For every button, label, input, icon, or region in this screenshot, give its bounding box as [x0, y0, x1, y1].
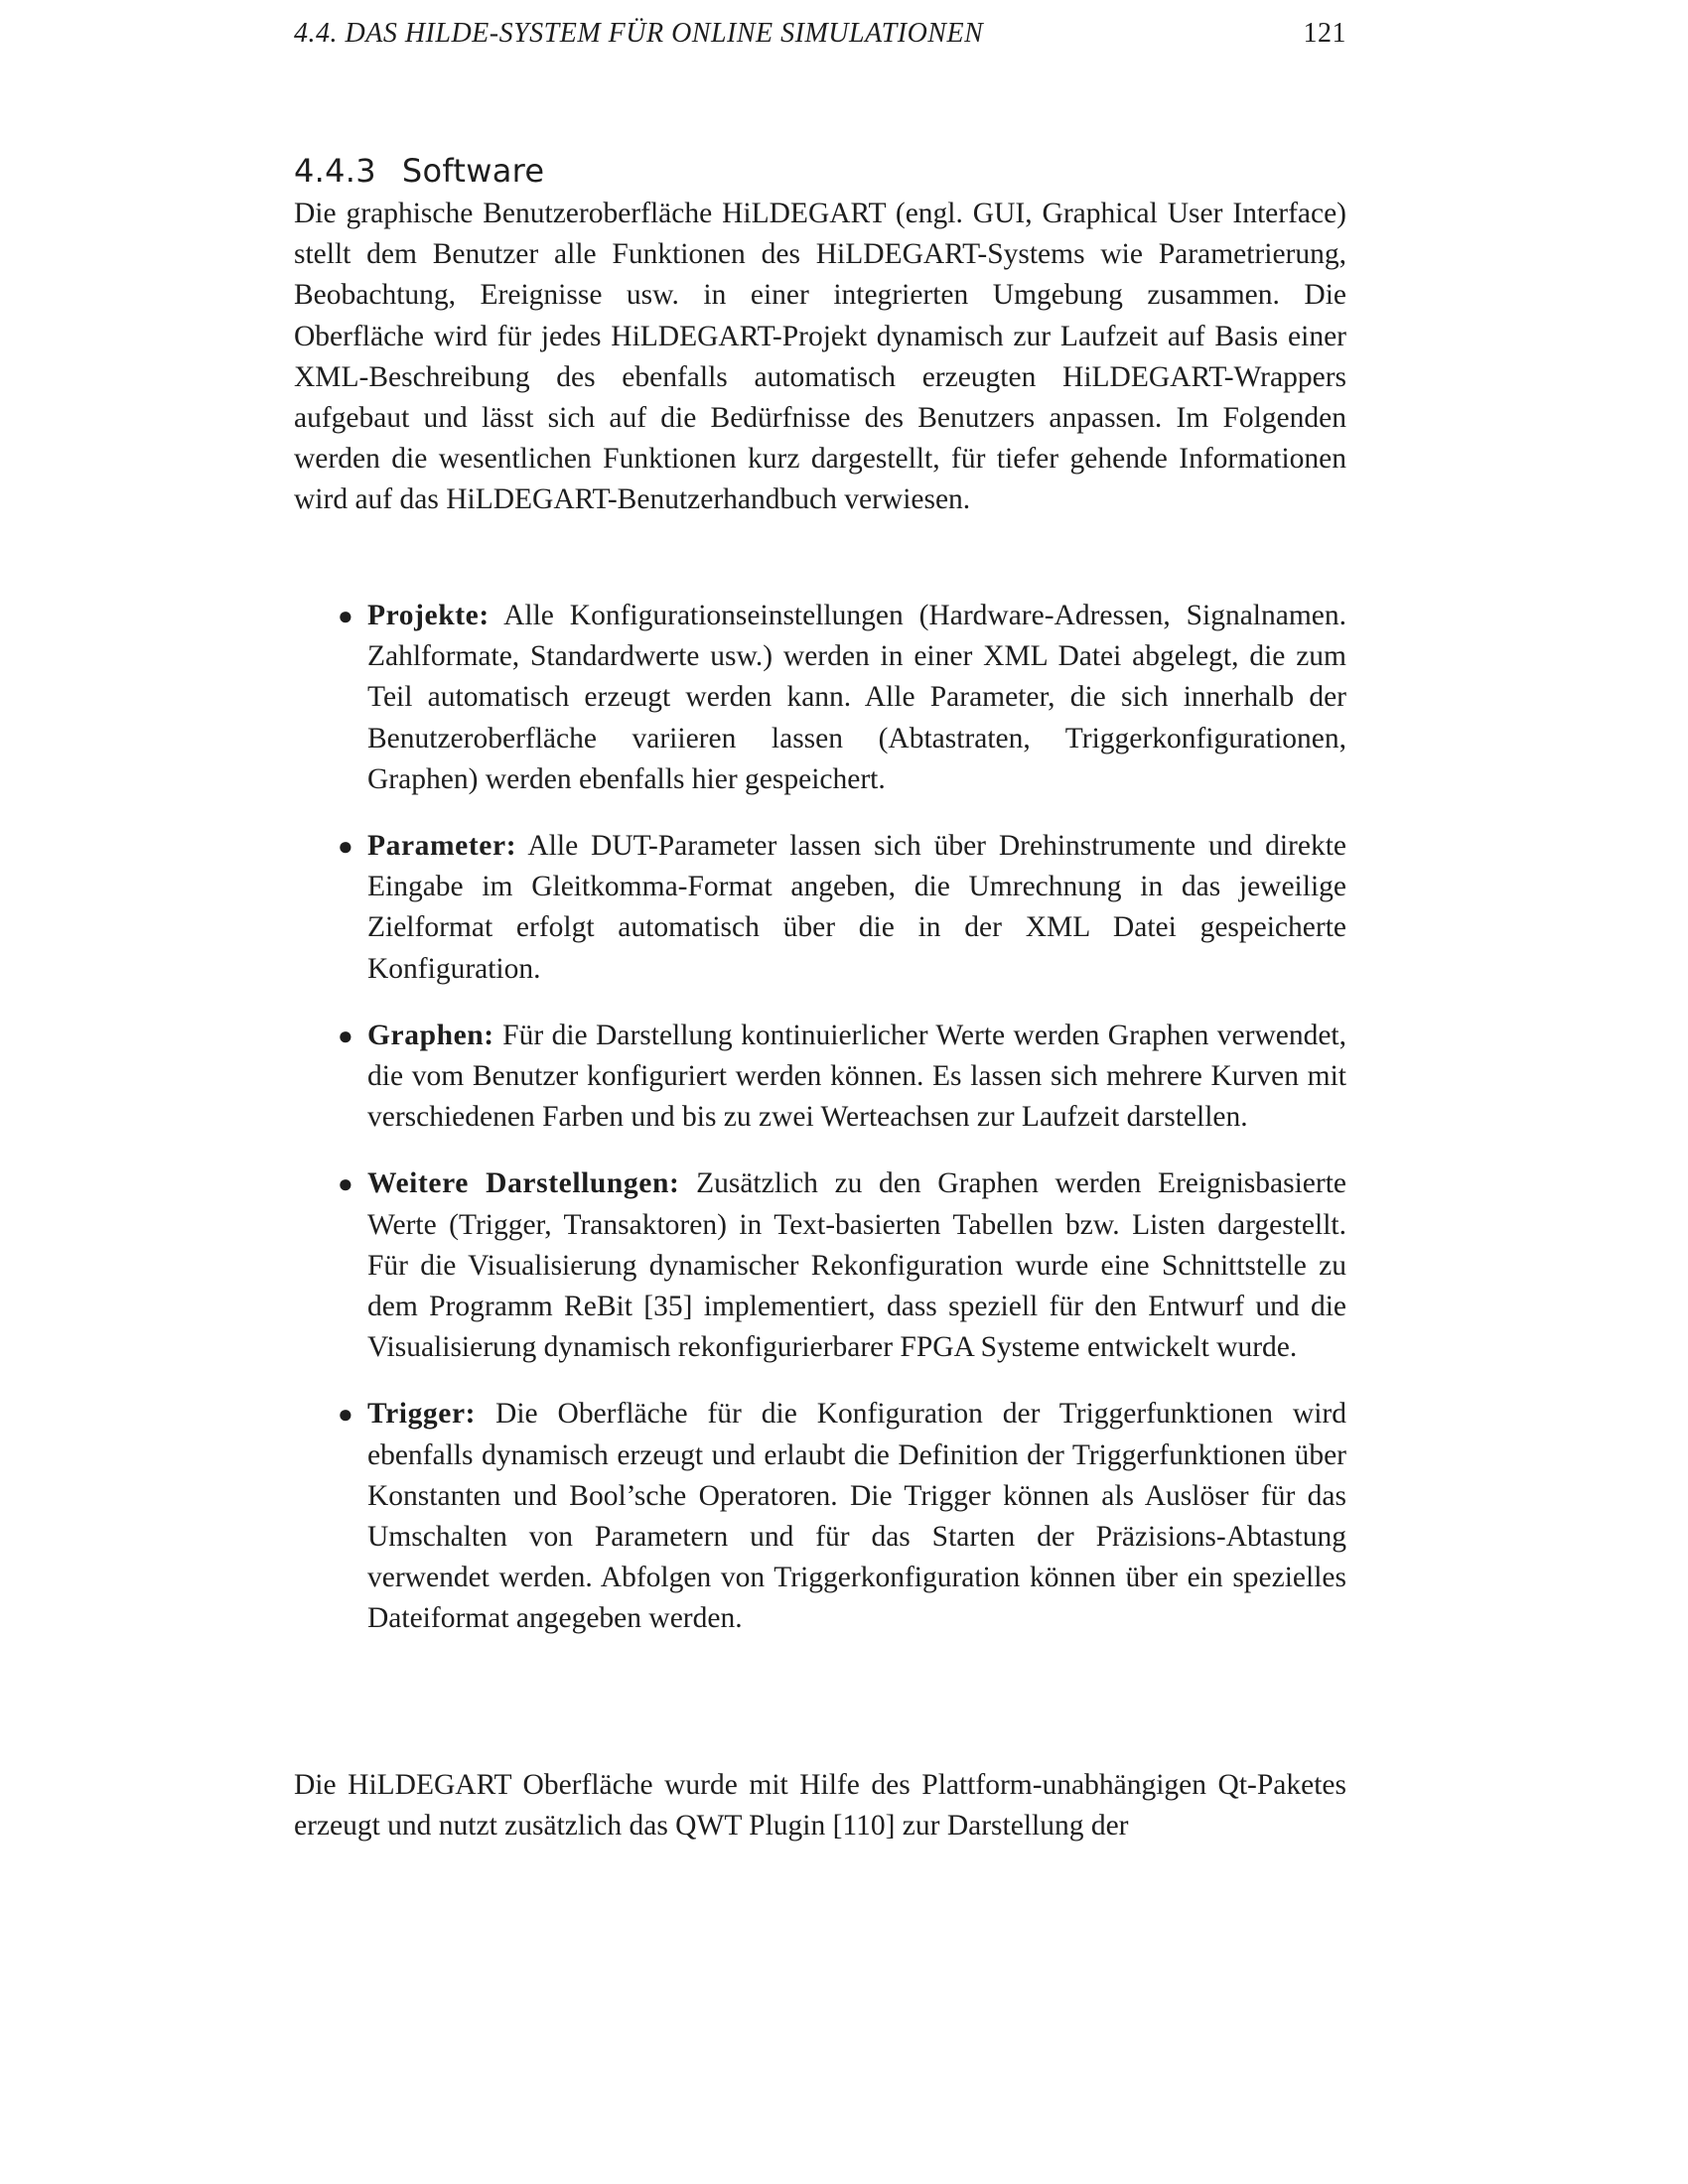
bullet-icon: ● [338, 1169, 353, 1199]
list-item-term: Graphen: [367, 1019, 494, 1051]
list-item-text: Zusätzlich zu den Graphen werden Ereignisbasierte Werte (Trigger, Transaktoren) in Text-basierten Tabellen bzw. Listen dargestellt. Für die Visualisierung dynamischer Rekonfiguration wurde eine Schnittstelle zu dem Programm ReBit [35] implementiert, dass speziell für den Entwurf und die Visualisierung dynamisch rekonfigurierbarer FPGA Systeme entwickelt wurde. [367, 1167, 1346, 1364]
list-item-term: Projekte: [367, 600, 490, 631]
list-item-term: Parameter: [367, 830, 517, 863]
list-item-text: Für die Darstellung kontinuierlicher Werte werden Graphen verwendet, die vom Benutzer konfiguriert werden können. Es lassen sich mehrere Kurven mit verschiedenen Farben und bis zu zwei Werteachsen zur Laufzeit darstellen. [367, 1019, 1347, 1134]
bullet-icon: ● [338, 1400, 353, 1430]
list-item-trigger [294, 1394, 1346, 1639]
running-head-title: 4.4. DAS HILDE-SYSTEM FÜR ONLINE SIMULATIONEN [294, 18, 984, 49]
feature-list [294, 596, 1346, 1666]
page-number: 121 [1303, 18, 1346, 49]
list-item-graphen [294, 1016, 1346, 1139]
list-item-term: Weitere Darstellungen: [367, 1167, 680, 1200]
bullet-icon: ● [338, 1021, 353, 1050]
bullet-icon: ● [338, 602, 353, 630]
section-title: Software [401, 151, 545, 190]
list-item-weitere-darstellungen [294, 1163, 1346, 1368]
intro-paragraph: Die graphische Benutzeroberfläche HiLDEGART (engl. GUI, Graphical User Interface) stellt dem Benutzer alle Funktionen des HiLDEGART-Systems wie Parametrierung, Beobachtung, Ereignisse usw. in einer integrierten Umgebung zusammen. Die Oberfläche wird für jedes HiLDEGART-Projekt dynamisch zur Laufzeit auf Basis einer XML-Beschreibung des ebenfalls automatisch erzeugten HiLDEGART-Wrappers aufgebaut und lässt sich auf die Bedürfnisse des Benutzers anpassen. Im Folgenden werden die wesentlichen Funktionen kurz dargestellt, für tiefer gehende Informationen wird auf das HiLDEGART-Benutzerhandbuch verwiesen. [294, 198, 1346, 516]
outro-paragraph: Die HiLDEGART Oberfläche wurde mit Hilfe des Plattform-unabhängigen Qt-Paketes erzeugt und nutzt zusätzlich das QWT Plugin [110] zur Darstellung der [294, 1769, 1346, 1843]
list-item-text: Die Oberfläche für die Konfiguration der Triggerfunktionen wird ebenfalls dynamisch erzeugt und erlaubt die Definition der Triggerfunktionen über Konstanten und Bool’sche Operatoren. Die Trigger können als Auslöser für das Umschalten von Parametern und für das Starten der Präzisions-Abtastung verwendet werden. Abfolgen von Triggerkonfiguration können über ein spezielles Dateiformat angegeben werden. [367, 1398, 1347, 1635]
list-item-text: Alle DUT-Parameter lassen sich über Drehinstrumente und direkte Eingabe im Gleitkomma-Format angeben, die Umrechnung in das jeweilige Zielformat erfolgt automatisch über die in der XML Datei gespeicherte Konfiguration. [367, 830, 1346, 985]
section-number: 4.4.3 [294, 151, 376, 190]
section-heading [294, 152, 544, 190]
running-head [294, 18, 1346, 58]
list-item-term: Trigger: [367, 1398, 477, 1431]
list-item-parameter [294, 826, 1346, 990]
list-item-projekte [294, 596, 1346, 800]
list-item-text: Alle Konfigurationseinstellungen (Hardware-Adressen, Signalnamen. Zahlformate, Standardwerte usw.) werden in einer XML Datei abgelegt, die zum Teil automatisch erzeugt werden kann. Alle Parameter, die sich innerhalb der Benutzeroberfläche variieren lassen (Abtastraten, Triggerkonfigurationen, Graphen) werden ebenfalls hier gespeichert. [367, 600, 1347, 795]
bullet-icon: ● [338, 832, 353, 862]
